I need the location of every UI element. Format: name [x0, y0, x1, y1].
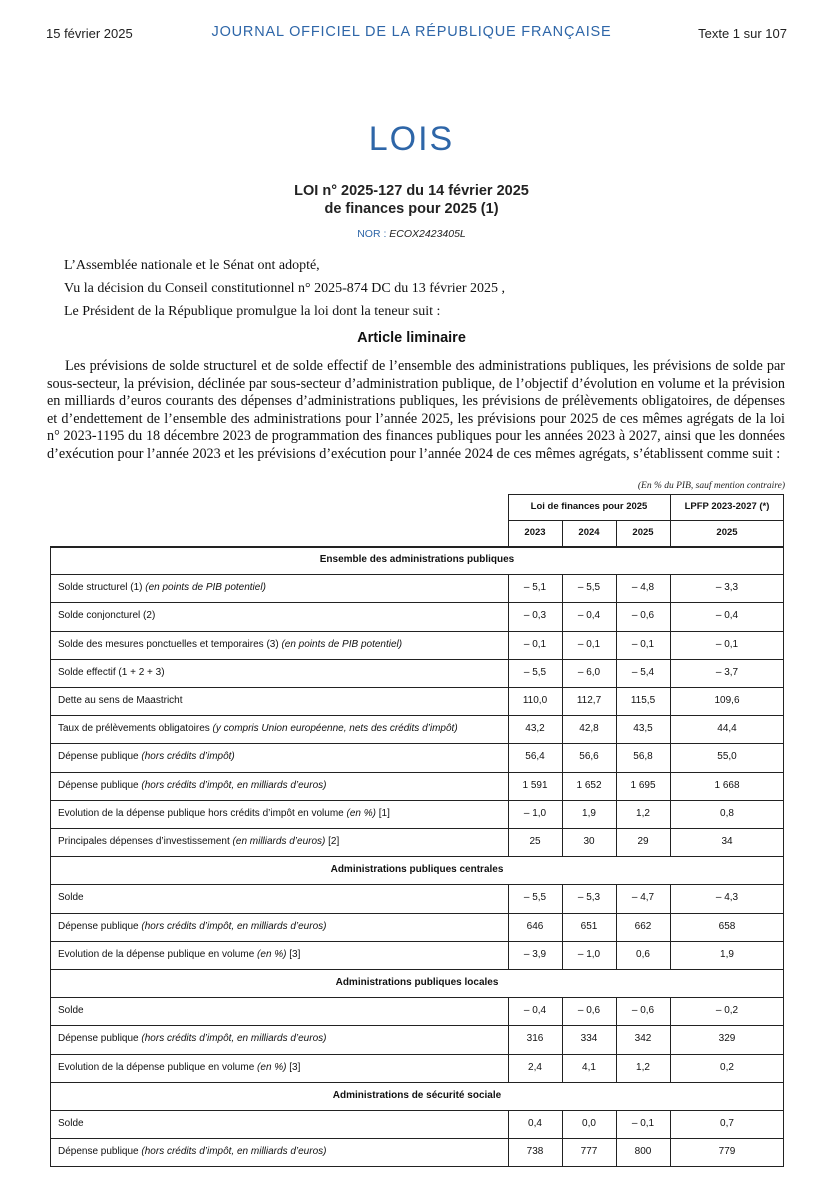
law-title-line-1: LOI n° 2025-127 du 14 février 2025 — [294, 183, 529, 199]
year-header-2023: 2023 — [524, 527, 546, 538]
table-cell-value: 4,1 — [582, 1061, 596, 1073]
table-row-label — [58, 997, 84, 1025]
row-label-text: Dépense publique — [58, 1033, 142, 1045]
law-title-line-2: de finances pour 2025 (1) — [324, 201, 499, 217]
table-cell-value: 1,9 — [582, 807, 596, 819]
table-unit-note: (En % du PIB, sauf mention contraire) — [637, 481, 785, 491]
table-cell-value: – 0,4 — [523, 1005, 547, 1017]
year-header-2025: 2025 — [716, 527, 738, 538]
row-label-text: Dépense publique — [58, 779, 142, 791]
table-cell-value: 0,7 — [720, 1118, 734, 1129]
row-label-qualifier: (y compris Union européenne, nets des crédits d’impôt) — [212, 723, 458, 735]
table-cell-value: – 5,3 — [577, 892, 601, 904]
column-rule — [616, 997, 617, 1082]
row-label-text: Principales dépenses d’investissement — [58, 836, 233, 847]
table-row-label — [58, 574, 266, 602]
row-label-text: Dépense publique — [58, 751, 142, 763]
article-paragraph: Les prévisions de solde structurel et de solde effectif de l’ensemble des administrations publiques, les prévisions de solde par sous-secteur, la prévision, déclinée par sous-secteur d’administration publique, de l’objectif d’évolution en volume et la prévision en milliards d’euros courants des dépenses d’administrations publiques, les prévisions de prélèvements obligatoires, de dépenses et d’endettement de l’ensemble des administrations pour l’année 2025, les prévisions pour 2025 de ces mêmes agrégats de la loi n° 2023-1195 du 18 décembre 2023 de programmation des finances publiques pour les années 2023 à 2027, ainsi que les données d’exécution pour l’année 2023 et les prévisions d’exécution pour l’année 2024 de ces mêmes agrégats, s’établissent comme suit : — [47, 358, 785, 462]
column-rule — [562, 997, 563, 1082]
table-cell-value: 662 — [634, 920, 652, 932]
table-cell-value: – 0,1 — [631, 638, 655, 650]
table-cell-value: 1,2 — [636, 807, 650, 819]
table-cell-value: 115,5 — [630, 695, 656, 706]
table-cell-value: 1 668 — [714, 779, 740, 791]
table-row-label — [58, 772, 326, 800]
table-cell-value: – 5,5 — [577, 582, 601, 594]
row-label-text: Solde conjoncturel (2) — [58, 610, 156, 622]
row-label-qualifier: (hors crédits d’impôt) — [141, 751, 235, 763]
table-cell-value: 29 — [637, 836, 649, 847]
row-label-qualifier: (en points de PIB potentiel) — [145, 582, 266, 594]
row-label-text: Solde — [58, 892, 84, 904]
column-rule — [616, 1110, 617, 1166]
table-cell-value: 0,0 — [582, 1118, 596, 1129]
table-cell-value: – 0,6 — [631, 610, 655, 622]
table-cell-value: 42,8 — [579, 723, 599, 735]
nor-label: NOR : — [357, 228, 390, 240]
table-cell-value: – 4,8 — [631, 582, 655, 594]
table-row-label — [58, 743, 235, 771]
section-title: Administrations de sécurité sociale — [332, 1089, 502, 1101]
row-label-note: [1] — [375, 807, 390, 819]
table-cell-value: – 0,1 — [523, 638, 547, 650]
nor-value: ECOX2423405L — [389, 228, 466, 240]
row-label-text: Taux de prélèvements obligatoires — [58, 723, 213, 735]
table-cell-value: – 5,1 — [523, 582, 547, 594]
table-cell-value: 738 — [526, 1146, 544, 1158]
section-title: Administrations publiques locales — [335, 977, 499, 988]
column-rule — [508, 574, 509, 856]
intro-line-promulgation: Le Président de la République promulgue la loi dont la teneur suit : — [64, 304, 441, 319]
table-cell-value: 56,4 — [525, 751, 545, 763]
row-label-text: Solde — [58, 1005, 84, 1017]
year-header-2024: 2024 — [578, 527, 600, 538]
row-label-qualifier: (hors crédits d’impôt, en milliards d’euros) — [141, 920, 327, 932]
table-cell-value: 110,0 — [522, 695, 548, 706]
column-rule — [616, 884, 617, 969]
table-cell-value: 1 695 — [630, 779, 656, 791]
table-cell-value: 658 — [718, 920, 736, 932]
table-cell-value: – 1,0 — [577, 948, 601, 960]
column-rule — [670, 574, 671, 856]
table-cell-value: 316 — [526, 1033, 544, 1045]
table-row-label — [58, 1138, 326, 1166]
intro-line-adopted: L’Assemblée nationale et le Sénat ont adopté, — [64, 258, 320, 273]
row-label-qualifier: (hors crédits d’impôt, en milliards d’euros) — [141, 779, 327, 791]
table-row-label — [58, 602, 155, 630]
table-cell-value: 43,2 — [525, 723, 545, 735]
table-cell-value: 651 — [580, 920, 598, 932]
group-header-lfi: Loi de finances pour 2025 — [530, 501, 648, 512]
column-rule — [616, 574, 617, 856]
row-label-qualifier: (en points de PIB potentiel) — [281, 638, 403, 650]
table-cell-value: – 1,0 — [523, 807, 547, 819]
table-cell-value: 34 — [721, 836, 733, 847]
text-counter: Texte 1 sur 107 — [698, 26, 787, 41]
row-label-qualifier: (hors crédits d’impôt, en milliards d’euros) — [141, 1146, 327, 1158]
table-row-label — [58, 1110, 84, 1138]
table-cell-value: 44,4 — [717, 723, 737, 735]
table-cell-value: 646 — [526, 920, 544, 932]
table-cell-value: – 3,9 — [523, 948, 547, 960]
table-cell-value: 800 — [634, 1146, 652, 1158]
column-rule — [508, 997, 509, 1082]
table-cell-value: 25 — [529, 836, 541, 847]
table-cell-value: 30 — [583, 836, 595, 847]
table-row-label — [58, 800, 390, 828]
section-title: Ensemble des administrations publiques — [319, 554, 515, 565]
table-cell-value: 56,8 — [633, 751, 653, 763]
table-cell-value: – 0,2 — [715, 1005, 739, 1017]
nor-reference — [0, 228, 823, 240]
row-label-qualifier: (en %) — [257, 948, 287, 960]
table-row-label — [58, 1025, 326, 1053]
table-cell-value: – 0,4 — [577, 610, 601, 622]
column-rule — [670, 884, 671, 969]
row-label-text: Solde des mesures ponctuelles et temporaires (3) — [58, 638, 282, 650]
row-label-qualifier: (en %) — [346, 807, 376, 819]
table-left-rule — [50, 546, 51, 1166]
table-cell-value: – 0,3 — [523, 610, 547, 622]
table-row-label — [58, 941, 300, 969]
table-cell-value: 56,6 — [579, 751, 599, 763]
row-label-text: Evolution de la dépense publique en volume — [58, 1061, 258, 1073]
row-label-text: Dépense publique — [58, 920, 142, 932]
publication-date: 15 février 2025 — [46, 26, 133, 41]
table-cell-value: – 6,0 — [577, 666, 601, 678]
journal-title: JOURNAL OFFICIEL DE LA RÉPUBLIQUE FRANÇAISE — [211, 24, 612, 40]
table-cell-value: – 4,7 — [631, 892, 655, 904]
table-row-label — [58, 659, 165, 687]
table-cell-value: 43,5 — [633, 723, 653, 735]
table-cell-value: 112,7 — [576, 695, 602, 706]
table-row-label — [58, 884, 84, 912]
table-row-label — [58, 687, 183, 715]
row-label-note: [3] — [286, 948, 301, 960]
table-cell-value: – 0,1 — [715, 638, 739, 650]
table-cell-value: 109,6 — [714, 695, 740, 706]
table-cell-value: 779 — [718, 1146, 736, 1158]
table-cell-value: 0,4 — [528, 1118, 542, 1129]
table-cell-value: 1,9 — [720, 948, 734, 960]
table-cell-value: – 5,5 — [523, 892, 547, 904]
row-label-text: Evolution de la dépense publique en volume — [58, 948, 258, 960]
table-cell-value: 342 — [634, 1033, 652, 1045]
table-cell-value: – 5,5 — [523, 666, 547, 678]
table-cell-value: 1 591 — [522, 779, 548, 791]
table-cell-value: 0,6 — [636, 948, 650, 960]
row-label-note: [3] — [286, 1061, 301, 1073]
group-header-lpfp: LPFP 2023-2027 (*) — [684, 501, 770, 512]
row-rule — [50, 1166, 784, 1167]
table-cell-value: – 4,3 — [715, 892, 739, 904]
table-cell-value: – 0,1 — [631, 1118, 655, 1129]
table-cell-value: – 0,6 — [577, 1005, 601, 1017]
row-label-text: Solde effectif (1 + 2 + 3) — [58, 666, 165, 678]
law-title — [0, 182, 823, 218]
column-rule — [670, 997, 671, 1082]
table-cell-value: – 0,6 — [631, 1005, 655, 1017]
table-row-label — [58, 631, 402, 659]
column-rule — [508, 884, 509, 969]
row-label-note: [2] — [325, 836, 340, 847]
table-row-label — [58, 1054, 300, 1082]
year-header-2025: 2025 — [632, 527, 654, 538]
row-label-text: Evolution de la dépense publique hors crédits d’impôt en volume — [58, 807, 347, 819]
column-rule — [562, 574, 563, 856]
table-cell-value: 1,2 — [636, 1061, 650, 1073]
row-label-text: Dépense publique — [58, 1146, 142, 1158]
row-label-text: Solde — [58, 1118, 84, 1129]
table-cell-value: 1 652 — [576, 779, 602, 791]
table-cell-value: 0,8 — [720, 807, 734, 819]
section-title: Administrations publiques centrales — [330, 864, 504, 876]
table-cell-value: – 0,1 — [577, 638, 601, 650]
intro-line-decision: Vu la décision du Conseil constitutionnel n° 2025-874 DC du 13 février 2025 , — [64, 281, 506, 296]
table-cell-value: – 0,4 — [715, 610, 739, 622]
table-cell-value: 334 — [580, 1033, 598, 1045]
column-rule — [670, 1110, 671, 1166]
row-label-text: Solde structurel (1) — [58, 582, 146, 594]
section-title: LOIS — [368, 120, 455, 158]
article-title: Article liminaire — [357, 330, 466, 346]
row-label-qualifier: (en %) — [257, 1061, 287, 1073]
column-rule — [508, 1110, 509, 1166]
row-label-text: Dette au sens de Maastricht — [58, 695, 183, 706]
table-cell-value: 2,4 — [528, 1061, 542, 1073]
column-rule — [562, 884, 563, 969]
table-cell-value: 0,2 — [720, 1061, 734, 1073]
row-label-qualifier: (hors crédits d’impôt, en milliards d’euros) — [141, 1033, 327, 1045]
table-cell-value: 777 — [580, 1146, 598, 1158]
row-label-qualifier: (en milliards d’euros) — [232, 836, 326, 847]
table-row-label — [58, 715, 458, 743]
table-right-rule — [783, 546, 784, 1166]
column-rule — [562, 1110, 563, 1166]
table-cell-value: 329 — [718, 1033, 736, 1045]
table-cell-value: 55,0 — [717, 751, 737, 763]
table-row-label — [58, 913, 326, 941]
page-header — [0, 0, 823, 70]
table-cell-value: – 3,3 — [715, 582, 739, 594]
table-cell-value: – 3,7 — [715, 666, 739, 678]
table-cell-value: – 5,4 — [631, 666, 655, 678]
table-row-label — [58, 828, 339, 856]
